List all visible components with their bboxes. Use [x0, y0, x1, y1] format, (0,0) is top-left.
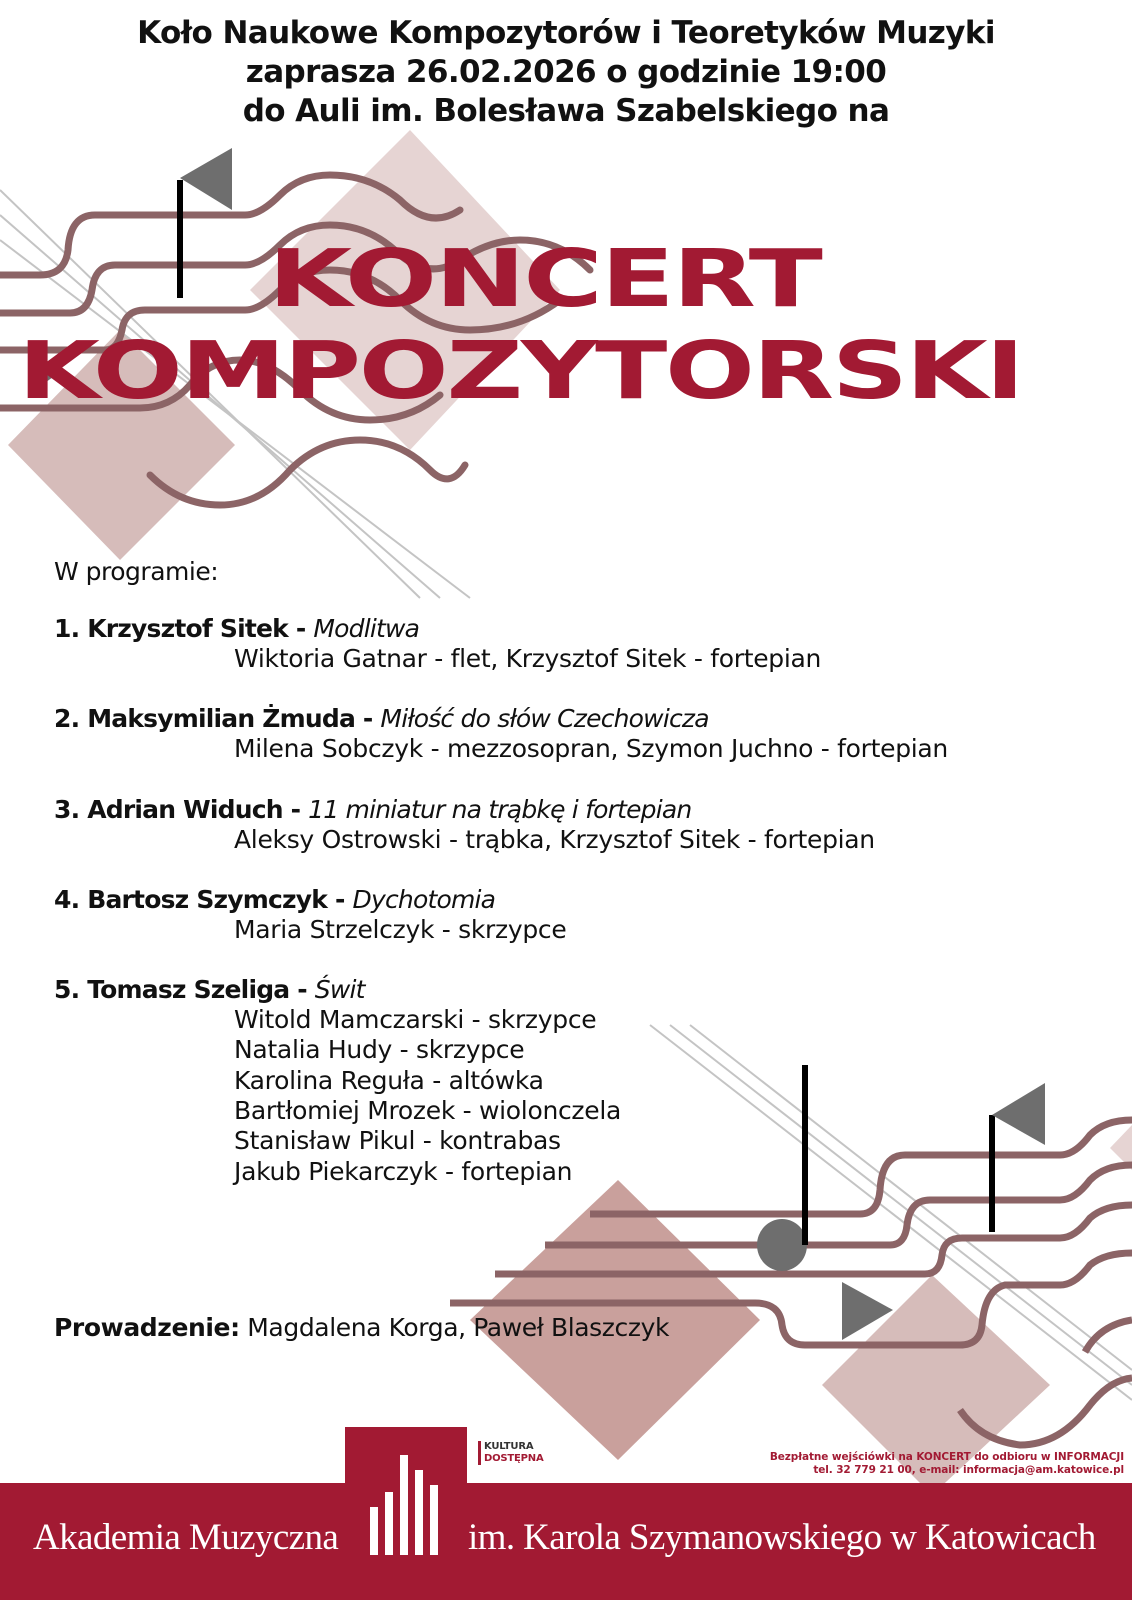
program-heading: W programie: [54, 557, 219, 586]
composer-name: Krzysztof Sitek [87, 614, 288, 643]
separator: - [288, 614, 314, 643]
logo-pipe [370, 1507, 378, 1555]
work-title: Dychotomia [352, 884, 496, 914]
organizer-line: Koło Naukowe Kompozytorów i Teoretyków Muzyki [137, 15, 995, 51]
ticket-info [770, 1451, 1124, 1477]
piece-title [54, 703, 1054, 734]
piece-number: 2. [54, 704, 80, 734]
contact-info-line: tel. 32 779 21 00, e-mail: informacja@am.katowice.pl [813, 1464, 1124, 1476]
performer-line: Aleksy Ostrowski - trąbka, Krzysztof Sitek - fortepian [234, 824, 875, 854]
venue-line: do Auli im. Bolesława Szabelskiego na [242, 93, 890, 129]
performer-line: Milena Sobczyk - mezzosopran, Szymon Juchno - fortepian [234, 734, 948, 764]
work-title: 11 miniatur na trąbkę i fortepian [308, 794, 692, 824]
logo-pipe [415, 1470, 423, 1555]
program-item [54, 703, 1054, 764]
organ-pipes-logo-icon [370, 1455, 450, 1555]
performer-line: Karolina Reguła - altówka [234, 1065, 544, 1095]
hosts-names: Magdalena Korga, Paweł Blaszczyk [247, 1313, 670, 1342]
composer-name: Maksymilian Żmuda [87, 704, 356, 734]
performer-line: Bartłomiej Mrozek - wiolonczela [234, 1096, 622, 1126]
ticket-info-line: Bezpłatne wejściówki na KONCERT do odbioru w INFORMACJI [769, 1451, 1124, 1463]
concert-title-line1: KONCERT [268, 233, 821, 326]
piece-title [54, 974, 1054, 1005]
program-item [54, 613, 1054, 674]
hosts-label: Prowadzenie: [54, 1313, 240, 1342]
composer-name: Adrian Widuch [87, 794, 283, 824]
logo-pipe [430, 1485, 438, 1555]
date-time-line: zaprasza 26.02.2026 o godzinie 19:00 [245, 54, 887, 90]
performer-line: Wiktoria Gatnar - flet, Krzysztof Sitek - fortepian [234, 644, 822, 673]
event-header [0, 14, 1132, 131]
work-title: Modlitwa [313, 614, 420, 643]
hosts-line [54, 1312, 669, 1343]
piece-number: 1. [54, 614, 80, 643]
kultura-logo-line2: DOSTĘPNA [484, 1453, 544, 1464]
kultura-logo-line1: KULTURA [484, 1441, 534, 1452]
program-item [54, 884, 1054, 945]
performer-line: Witold Mamczarski - skrzypce [234, 1005, 597, 1035]
performer-line: Jakub Piekarczyk - fortepian [234, 1156, 573, 1186]
piece-number: 5. [54, 975, 80, 1005]
separator: - [327, 884, 353, 914]
piece-number: 4. [54, 884, 80, 914]
concert-title-line2: KOMPOZYTORSKI [18, 325, 1023, 418]
piece-title [54, 794, 1054, 825]
piece-title [54, 613, 1054, 644]
performer-line: Natalia Hudy - skrzypce [234, 1035, 525, 1065]
logo-pipe [400, 1455, 408, 1555]
composer-name: Bartosz Szymczyk [87, 884, 328, 914]
piece-title [54, 884, 1054, 915]
logo-pipe [385, 1492, 393, 1555]
work-title: Świt [314, 975, 365, 1005]
performer-line: Maria Strzelczyk - skrzypce [234, 914, 567, 944]
composer-name: Tomasz Szeliga [87, 975, 290, 1005]
performer-line: Stanisław Pikul - kontrabas [234, 1126, 561, 1156]
separator: - [355, 704, 381, 734]
academy-name-right: im. Karola Szymanowskiego w Katowicach [468, 1517, 1096, 1558]
separator: - [282, 794, 309, 824]
work-title: Miłość do słów Czechowicza [380, 704, 709, 734]
kultura-dostepna-logo [478, 1441, 544, 1465]
note-head-icon [757, 1219, 807, 1271]
program-item [54, 974, 1054, 1187]
program-item [54, 794, 1054, 855]
separator: - [289, 975, 315, 1005]
academy-name-left: Akademia Muzyczna [33, 1517, 339, 1558]
program-section [54, 556, 1054, 1216]
piece-number: 3. [54, 794, 80, 824]
flag-note-icon [180, 148, 232, 210]
